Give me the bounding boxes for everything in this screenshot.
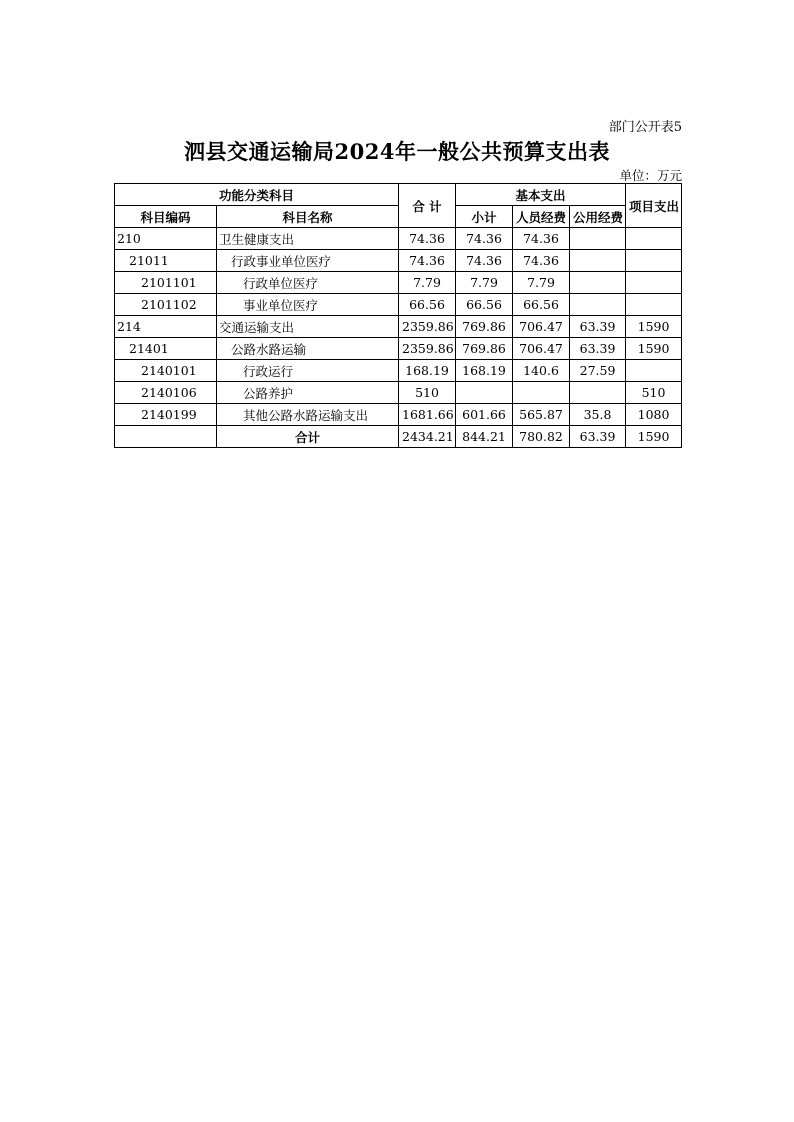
header-personnel: 人员经费: [513, 206, 570, 228]
header-project: 项目支出: [626, 184, 682, 228]
cell-name: 其他公路水路运输支出: [217, 404, 399, 426]
table-row: [115, 316, 682, 338]
document-title: 泗县交通运输局2024年一般公共预算支出表: [184, 139, 610, 164]
cell-subtotal: 601.66: [456, 404, 513, 426]
cell-subtotal: 74.36: [456, 250, 513, 272]
cell-code: 21011: [115, 250, 217, 272]
cell-public: 63.39: [570, 316, 626, 338]
cell-personnel: [513, 382, 570, 404]
cell-project: [626, 294, 682, 316]
cell-total: 74.36: [399, 250, 456, 272]
cell-public: [570, 250, 626, 272]
header-function-group: 功能分类科目: [115, 184, 399, 206]
cell-subtotal: [456, 382, 513, 404]
total-sum: 2434.21: [399, 426, 456, 448]
cell-public: 63.39: [570, 338, 626, 360]
header-total: 合 计: [399, 184, 456, 228]
cell-total: 168.19: [399, 360, 456, 382]
cell-project: 1080: [626, 404, 682, 426]
header-basic-group: 基本支出: [456, 184, 626, 206]
cell-public: [570, 272, 626, 294]
cell-name: 卫生健康支出: [217, 228, 399, 250]
cell-subtotal: 74.36: [456, 228, 513, 250]
cell-public: [570, 382, 626, 404]
cell-public: 35.8: [570, 404, 626, 426]
table-row: [115, 294, 682, 316]
cell-personnel: 7.79: [513, 272, 570, 294]
page-tag: 部门公开表5: [608, 120, 682, 135]
cell-name: 公路养护: [217, 382, 399, 404]
budget-table: [114, 183, 682, 448]
header-name: 科目名称: [217, 206, 399, 228]
total-personnel: 780.82: [513, 426, 570, 448]
cell-project: [626, 360, 682, 382]
cell-personnel: 74.36: [513, 228, 570, 250]
cell-name: 公路水路运输: [217, 338, 399, 360]
cell-project: [626, 250, 682, 272]
table-row: [115, 250, 682, 272]
cell-name: 行政运行: [217, 360, 399, 382]
cell-project: 1590: [626, 338, 682, 360]
cell-total: 74.36: [399, 228, 456, 250]
cell-project: 510: [626, 382, 682, 404]
cell-public: 27.59: [570, 360, 626, 382]
table-row: [115, 404, 682, 426]
cell-name: 行政单位医疗: [217, 272, 399, 294]
cell-name: 事业单位医疗: [217, 294, 399, 316]
cell-code: 214: [115, 316, 217, 338]
cell-name: 行政事业单位医疗: [217, 250, 399, 272]
header-public: 公用经费: [570, 206, 626, 228]
total-label: 合计: [217, 426, 399, 448]
cell-total: 7.79: [399, 272, 456, 294]
cell-personnel: 66.56: [513, 294, 570, 316]
header-code: 科目编码: [115, 206, 217, 228]
cell-code: 21401: [115, 338, 217, 360]
cell-code: 2140101: [115, 360, 217, 382]
cell-personnel: 706.47: [513, 316, 570, 338]
cell-code: 210: [115, 228, 217, 250]
table-header: [115, 184, 682, 228]
cell-code: 2101101: [115, 272, 217, 294]
cell-name: 交通运输支出: [217, 316, 399, 338]
table-body: [115, 228, 682, 448]
cell-total: 510: [399, 382, 456, 404]
cell-subtotal: 769.86: [456, 338, 513, 360]
cell-personnel: 74.36: [513, 250, 570, 272]
total-row: [115, 426, 682, 448]
cell-project: [626, 272, 682, 294]
total-public: 63.39: [570, 426, 626, 448]
cell-code: 2101102: [115, 294, 217, 316]
table-row: [115, 272, 682, 294]
cell-total: 1681.66: [399, 404, 456, 426]
header-subtotal: 小计: [456, 206, 513, 228]
total-project: 1590: [626, 426, 682, 448]
unit-note: 单位：万元: [619, 168, 682, 183]
cell-personnel: 140.6: [513, 360, 570, 382]
total-code-cell: [115, 426, 217, 448]
cell-code: 2140199: [115, 404, 217, 426]
table-row: [115, 382, 682, 404]
cell-total: 66.56: [399, 294, 456, 316]
cell-code: 2140106: [115, 382, 217, 404]
table-row: [115, 228, 682, 250]
table-row: [115, 338, 682, 360]
table-row: [115, 360, 682, 382]
cell-project: [626, 228, 682, 250]
cell-subtotal: 769.86: [456, 316, 513, 338]
cell-subtotal: 66.56: [456, 294, 513, 316]
cell-total: 2359.86: [399, 316, 456, 338]
cell-personnel: 565.87: [513, 404, 570, 426]
cell-project: 1590: [626, 316, 682, 338]
cell-personnel: 706.47: [513, 338, 570, 360]
total-subtotal: 844.21: [456, 426, 513, 448]
cell-subtotal: 7.79: [456, 272, 513, 294]
cell-public: [570, 228, 626, 250]
cell-subtotal: 168.19: [456, 360, 513, 382]
cell-public: [570, 294, 626, 316]
cell-total: 2359.86: [399, 338, 456, 360]
